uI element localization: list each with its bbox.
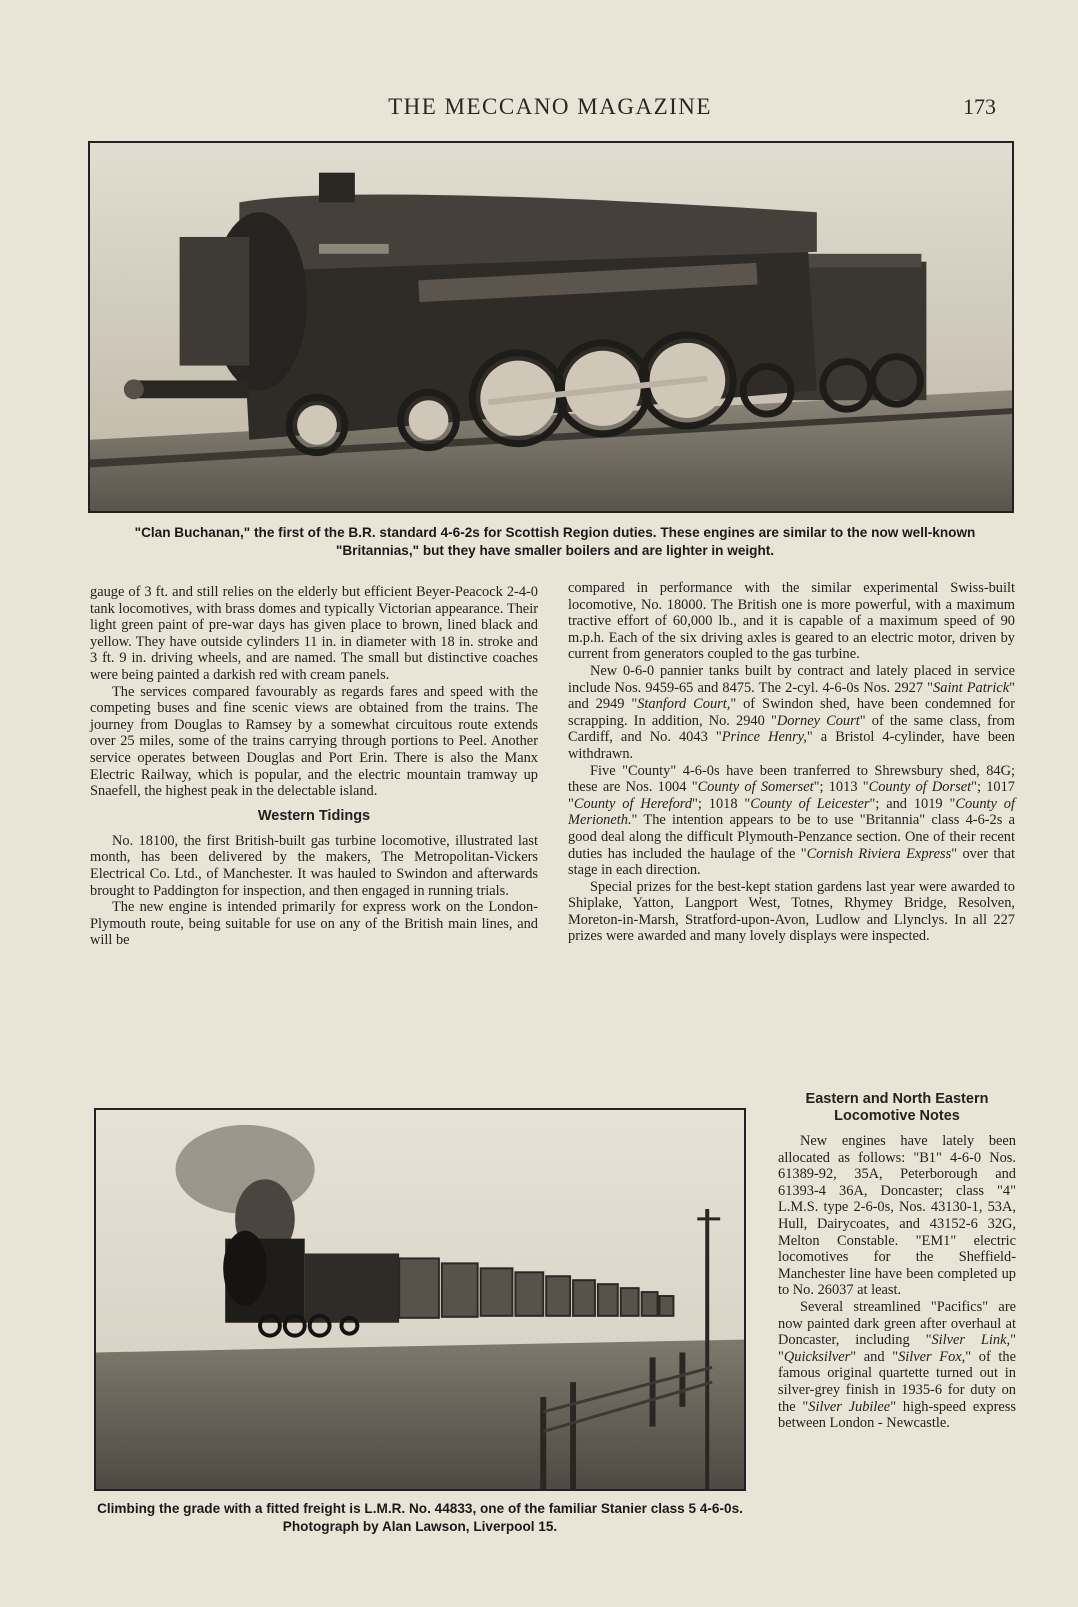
paragraph: New 0-6-0 pannier tanks built by contract and lately placed in service include Nos. 9459-65 and 8475. The 2-cyl. 4-6-0s Nos. 2927 "Saint Patrick" and 2949 "Stanford Court," of Swindon shed, have been condemned for scrapping. In addition, No. 2940 "Dorney Court" of the same class, from Cardiff, and No. 4043 "Prince Henry," a Bristol 4-cylinder, have been withdrawn. (568, 662, 1016, 762)
page-number: 173 (963, 94, 996, 119)
paragraph: Several streamlined "Pacifics" are now painted dark green after overhaul at Doncaster, including "Silver Link," "Quicksilver" and "Silver Fox," of the famous original quartette turned out in silver-grey finish in 1935-6 for duty on the "Silver Jubilee" high-speed express between London - Newcastle. (778, 1298, 1017, 1432)
paragraph: The new engine is intended primarily for express work on the London-Plymouth route, being suitable for use on any of the British main lines, and will be (90, 899, 538, 949)
section-heading-eastern-notes: Eastern and North Eastern Locomotive Notes (805, 1091, 989, 1124)
photo-clan-buchanan (88, 141, 1014, 513)
page-header (90, 94, 1010, 128)
paragraph: Special prizes for the best-kept station gardens last year were awarded to Shiplake, Yatton, Langport West, Totnes, Rhymey Bridge, Resolven, Moreton-in-Marsh, Stratford-upon-Avon, Ludlow and Llynclys. In all 227 prizes were awarded and many lovely displays were inspected. (568, 878, 1015, 945)
column-left (90, 584, 538, 949)
paragraph: compared in performance with the similar experimental Swiss-built locomotive, No. 18000. The British one is more powerful, with a maximum tractive effort of 60,000 lb., and it is capable of a maximum speed of 90 m.p.h. Each of the six driving axles is geared to an electric motor, driven by current from generators coupled to the gas turbine. (568, 580, 1015, 663)
photo2-caption: Climbing the grade with a fitted freight is L.M.R. No. 44833, one of the familiar Stanier class 5 4-6-0s. Photograph by Alan Lawson, Liverpool 15. (97, 1501, 743, 1534)
locomotive-illustration (90, 143, 1012, 511)
section-heading-western-tidings: Western Tidings (257, 807, 371, 824)
paragraph: The services compared favourably as regards fares and speed with the competing buses and fine scenic views are obtained from the trains. The journey from Douglas to Ramsey by a somewhat circuitous route extends over 25 miles, some of the trains carrying through portions to Peel. Another service operates between Douglas and Port Erin. There is also the Manx Electric Railway, which is popular, and the electric mountain tramway up Snaefell, the highest peak in the delectable island. (90, 683, 538, 800)
magazine-title: THE MECCANO MAGAZINE (388, 94, 712, 119)
paragraph: gauge of 3 ft. and still relies on the elderly but efficient Beyer-Peacock 2-4-0 tank locomotives, with brass domes and typically Victorian appearance. Their light green paint of pre-war days has given place to brown, lined black and yellow. They have outside cylinders 11 in. in diameter with 18 in. stroke and 3 ft. 9 in. driving wheels, and are named. The small but distinctive coaches were being painted a darkish red with cream panels. (90, 584, 538, 683)
photo1-caption: "Clan Buchanan," the first of the B.R. standard 4-6-2s for Scottish Region duties. These engines are similar to the now well-known "Britannias," but they have smaller boilers and are lighter in weight. (134, 525, 976, 558)
paragraph: Five "County" 4-6-0s have been tranferred to Shrewsbury shed, 84G; these are Nos. 1004 "County of Somerset"; 1013 "County of Dorset"; 1017 "County of Hereford"; 1018 "County of Leicester"; and 1019 "County of Merioneth." The intention appears to be to use "Britannia" class 4-6-2s a good deal along the difficult Plymouth-Penzance section. One of their recent duties has included the haulage of the "Cornish Riviera Express" over that stage in each direction. (568, 762, 1015, 879)
photo-freight-train (94, 1108, 746, 1491)
column-narrow (778, 1091, 1016, 1432)
paragraph: New engines have lately been allocated as follows: "B1" 4-6-0 Nos. 61389-92, 35A, Peterborough and 61393-4 36A, Doncaster; class "4" L.M.S. type 2-6-0s, Nos. 43130-1, 53A, Hull, Dairycoates, and 43152-6 32G, Melton Constable. "EM1" electric locomotives for the Sheffield-Manchester line have been completed up to No. 26037 at least. (778, 1133, 1016, 1299)
paragraph: No. 18100, the first British-built gas turbine locomotive, illustrated last month, has been delivered by the makers, The Metropolitan-Vickers Electrical Co. Ltd., of Manchester. It was hauled to Swindon and afterwards brought to Paddington for inspection, and then engaged in running trials. (90, 832, 538, 899)
column-right (568, 580, 1015, 945)
freight-train-illustration (96, 1110, 744, 1489)
